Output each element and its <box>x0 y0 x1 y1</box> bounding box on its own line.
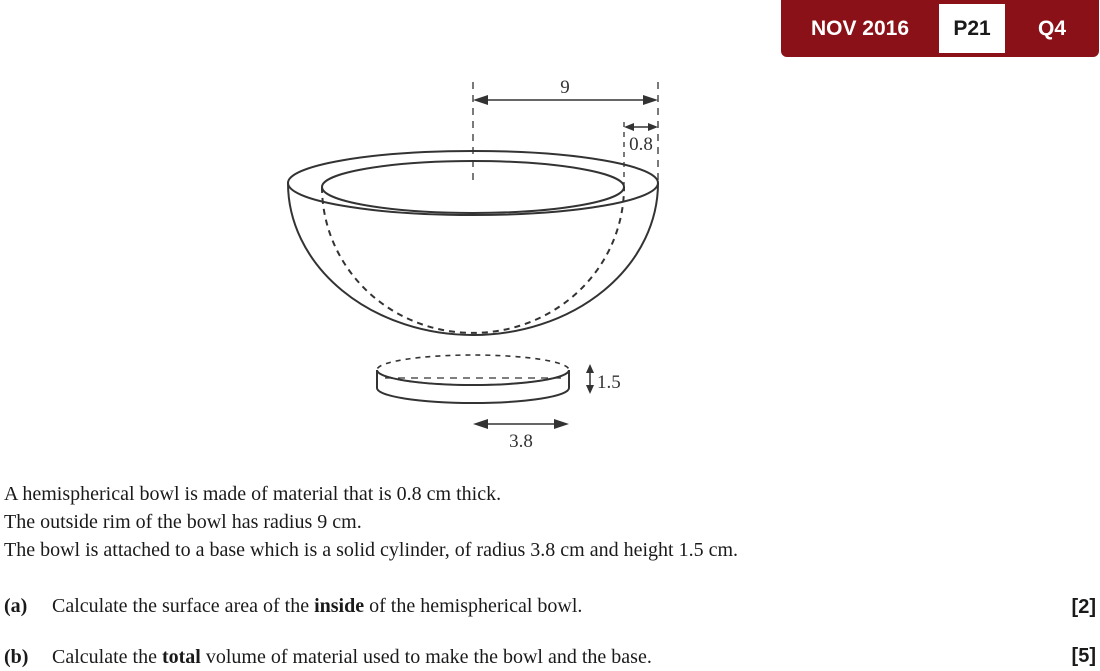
base-arrow-left <box>473 419 488 429</box>
base-arrow-right <box>554 419 569 429</box>
part-a <box>4 594 582 618</box>
question-line-1: A hemispherical bowl is made of material that is 0.8 cm thick. <box>4 483 502 505</box>
part-a-text-before: Calculate the surface area of the <box>52 595 315 617</box>
base-height-label: 1.5 <box>597 372 621 393</box>
height-arrow-up <box>586 364 594 373</box>
part-b-text-before: Calculate the <box>52 646 162 668</box>
part-b-label: (b) <box>4 646 29 668</box>
session-label: NOV 2016 <box>810 16 910 40</box>
thickness-arrow-left <box>624 123 634 131</box>
part-b-marks: [5] <box>1071 645 1096 667</box>
arrowhead-left <box>473 95 488 105</box>
question-number: Q4 <box>1037 16 1066 40</box>
part-b-bold: total <box>161 646 201 668</box>
thickness-arrow-right <box>648 123 658 131</box>
part-a-marks: [2] <box>1071 596 1096 618</box>
bowl-inner-rim <box>322 161 624 213</box>
arrowhead-right <box>643 95 658 105</box>
question-line-3: The bowl is attached to a base which is a solid cylinder, of radius 3.8 cm and height 1.5 cm. <box>4 539 739 561</box>
question-line-2: The outside rim of the bowl has radius 9 cm. <box>4 511 362 533</box>
base-top-front <box>377 370 569 385</box>
part-b <box>4 645 652 669</box>
base-cylinder-body <box>377 370 569 403</box>
base-radius-label: 3.8 <box>509 431 533 452</box>
thickness-label: 0.8 <box>629 134 653 155</box>
part-a-text-after: of the hemispherical bowl. <box>364 595 583 617</box>
height-arrow-down <box>586 385 594 394</box>
radius-label: 9 <box>560 77 570 98</box>
part-a-label: (a) <box>4 595 28 617</box>
paper-label: P21 <box>939 4 1005 53</box>
part-b-text-after: volume of material used to make the bowl and the base. <box>200 646 652 668</box>
part-a-bold: inside <box>314 595 365 617</box>
